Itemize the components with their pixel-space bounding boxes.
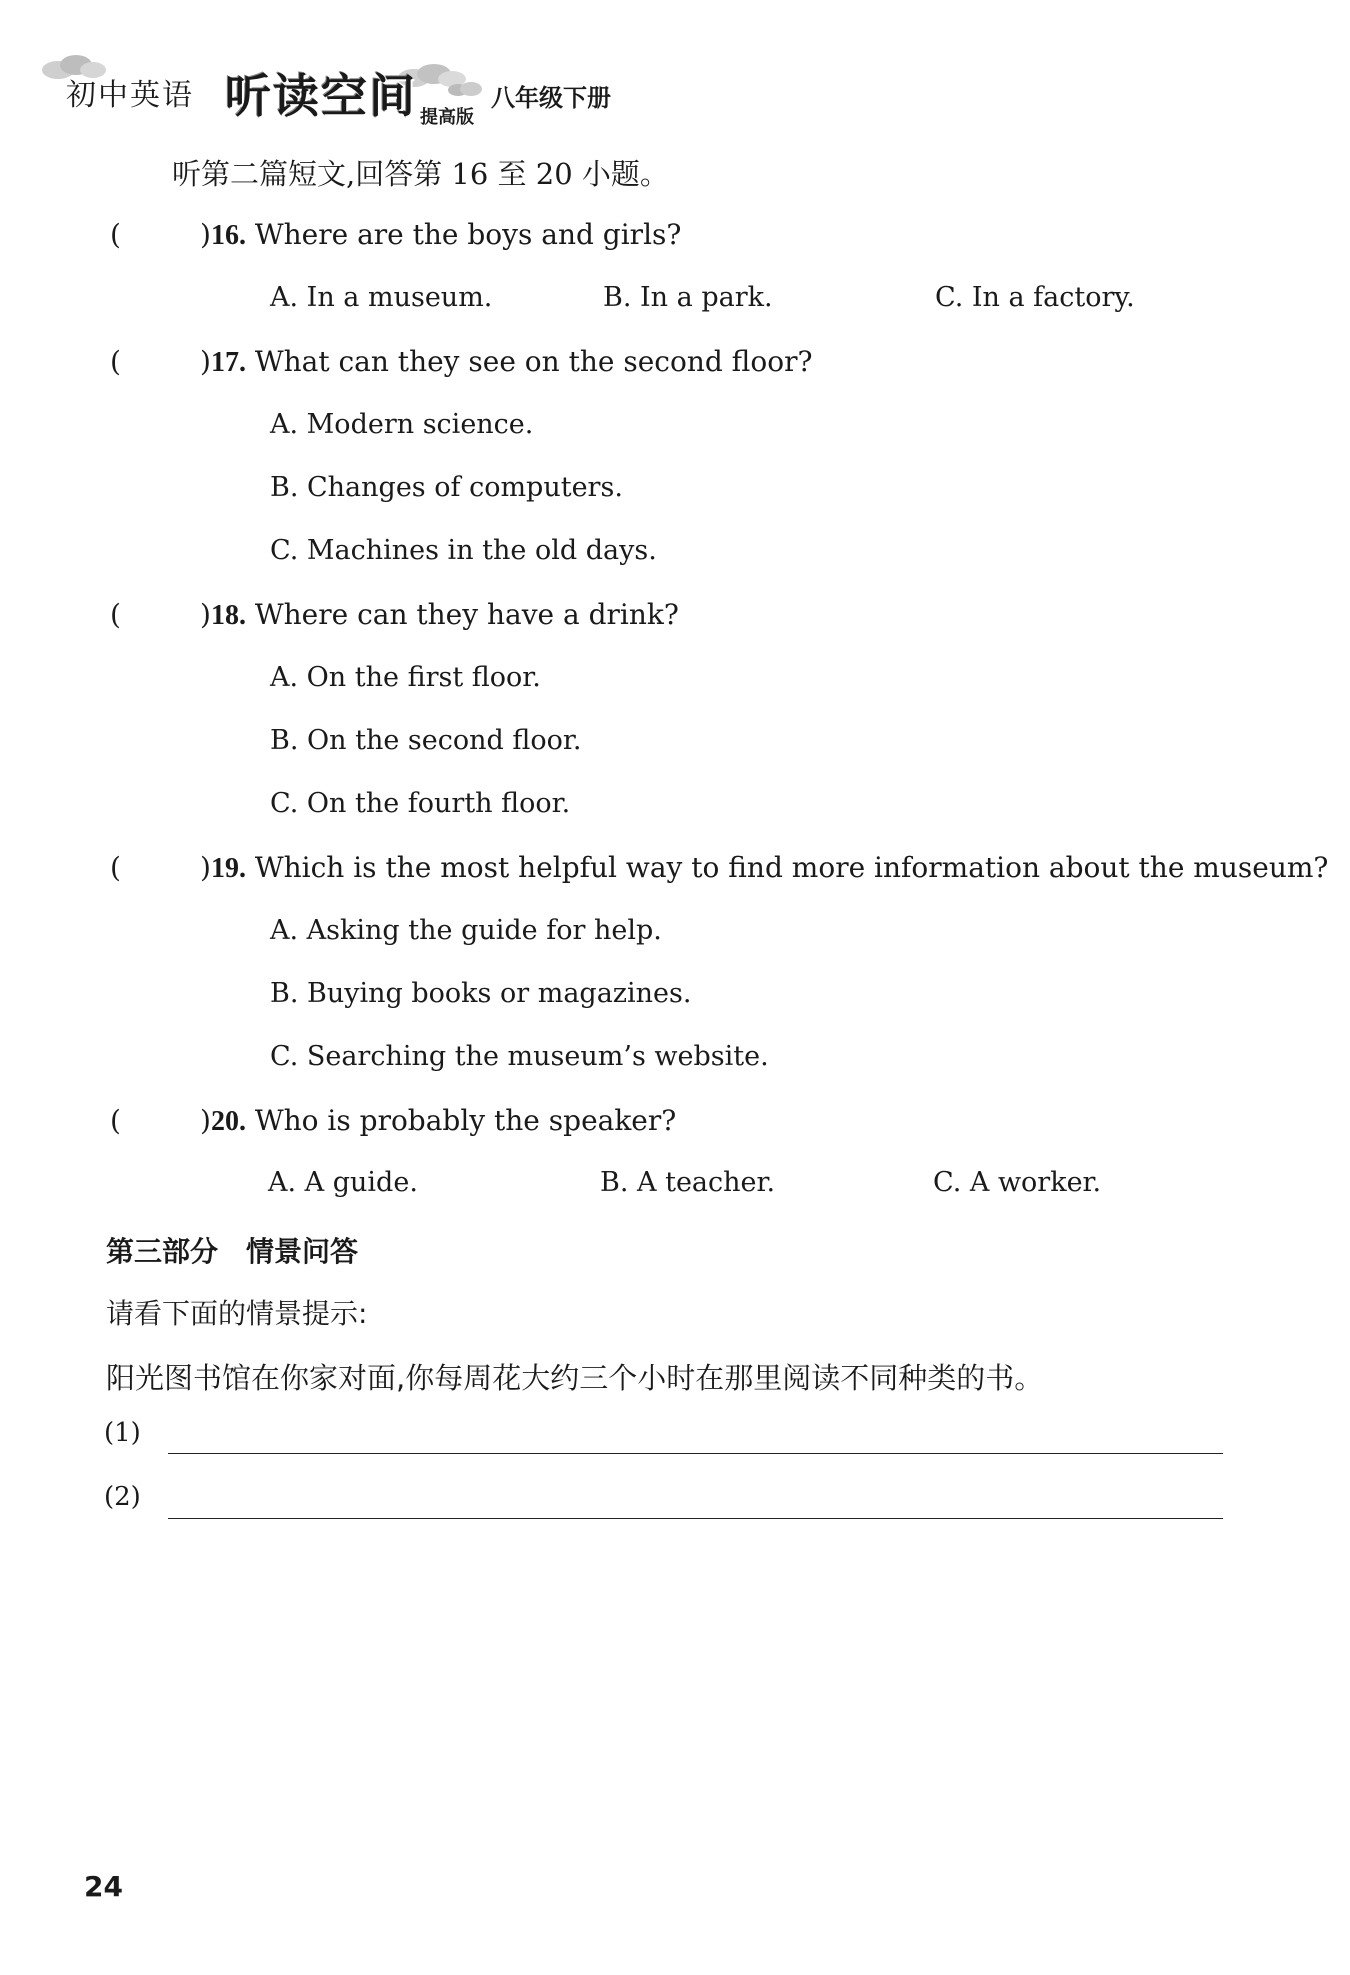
- option-b: B. In a park.: [603, 282, 773, 313]
- option-b: B. Changes of computers.: [270, 472, 623, 503]
- blank-label-1: (1): [104, 1418, 141, 1448]
- option-c: C. In a factory.: [935, 282, 1135, 313]
- prompt-intro: 请看下面的情景提示:: [106, 1297, 368, 1330]
- question-19: [110, 851, 1328, 885]
- question-text: What can they see on the second floor?: [254, 345, 813, 378]
- listening-instruction: 听第二篇短文,回答第 16 至 20 小题。: [172, 157, 669, 191]
- question-text: Where can they have a drink?: [254, 598, 679, 631]
- blank-label-2: (2): [104, 1482, 141, 1512]
- option-c: C. A worker.: [933, 1167, 1102, 1198]
- answer-paren-open: (: [110, 218, 121, 251]
- question-20: [110, 1104, 676, 1138]
- grade-label: 八年级下册: [491, 84, 611, 112]
- option-a: A. Asking the guide for help.: [270, 915, 662, 946]
- answer-paren-close: ): [200, 218, 211, 251]
- question-16: [110, 218, 681, 252]
- answer-line-2[interactable]: [168, 1518, 1223, 1519]
- answer-line-1[interactable]: [168, 1453, 1223, 1454]
- option-a: A. Modern science.: [270, 409, 534, 440]
- option-a: A. In a museum.: [270, 282, 493, 313]
- option-c: C. On the fourth floor.: [270, 788, 571, 819]
- option-a: A. On the first floor.: [270, 662, 541, 693]
- question-number: 18.: [210, 600, 246, 631]
- option-a: A. A guide.: [268, 1167, 418, 1198]
- question-number: 16.: [210, 220, 246, 251]
- option-b: B. Buying books or magazines.: [270, 978, 692, 1009]
- scenario-prompt: 阳光图书馆在你家对面,你每周花大约三个小时在那里阅读不同种类的书。: [106, 1361, 1044, 1395]
- series-title: 初中英语: [66, 78, 194, 113]
- logo-text: 听读空间: [225, 69, 417, 123]
- cloud-icon: [445, 80, 485, 100]
- question-17: [110, 345, 812, 379]
- answer-paren-close: ): [200, 1104, 211, 1137]
- question-text: Which is the most helpful way to find more information about the museum?: [254, 851, 1329, 884]
- answer-paren-open: (: [110, 1104, 121, 1137]
- option-c: C. Searching the museum’s website.: [270, 1041, 769, 1072]
- answer-paren-open: (: [110, 598, 121, 631]
- option-b: B. On the second floor.: [270, 725, 582, 756]
- question-18: [110, 598, 679, 632]
- option-b: B. A teacher.: [600, 1167, 776, 1198]
- option-c: C. Machines in the old days.: [270, 535, 657, 566]
- question-number: 20.: [210, 1106, 246, 1137]
- answer-paren-open: (: [110, 851, 121, 884]
- answer-paren-close: ): [200, 598, 211, 631]
- page-number: 24: [84, 1870, 123, 1903]
- answer-paren-close: ): [200, 345, 211, 378]
- answer-paren-open: (: [110, 345, 121, 378]
- question-text: Who is probably the speaker?: [254, 1104, 677, 1137]
- answer-paren-close: ): [200, 851, 211, 884]
- page-header: [0, 0, 1350, 140]
- question-number: 19.: [210, 853, 246, 884]
- question-number: 17.: [210, 347, 246, 378]
- edition-label: 提高版: [420, 107, 474, 128]
- question-text: Where are the boys and girls?: [254, 218, 682, 251]
- section-heading: 第三部分 情景问答: [106, 1235, 359, 1268]
